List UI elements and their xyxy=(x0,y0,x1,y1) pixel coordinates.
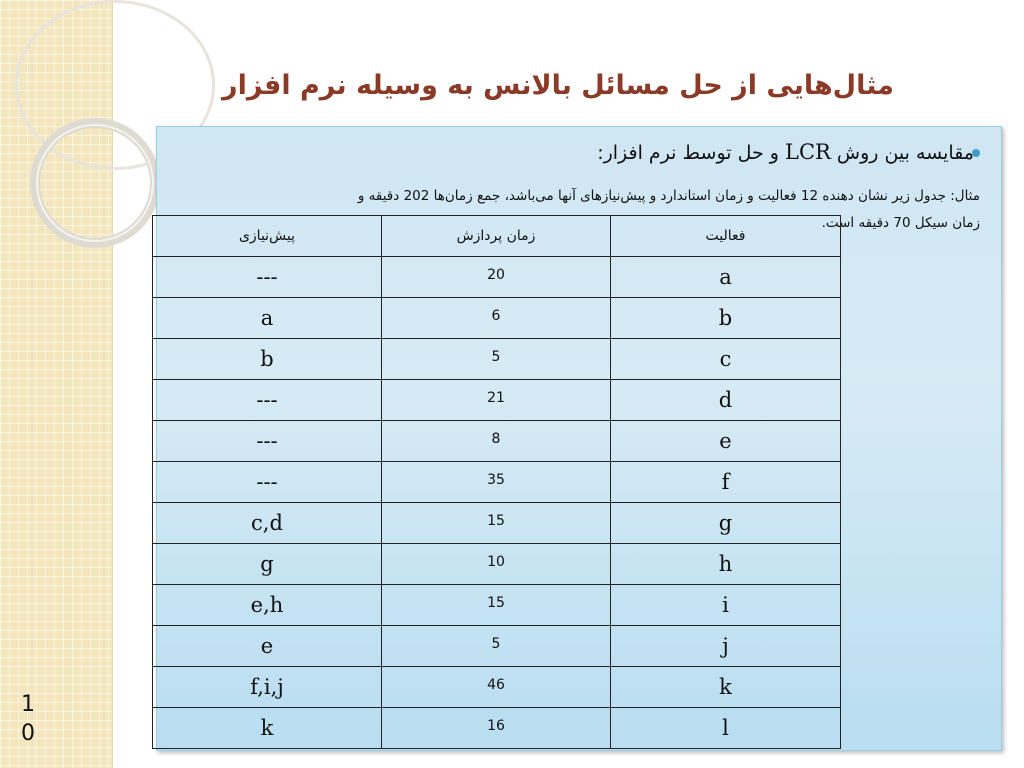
bullet-text-before: مقایسه بین روش xyxy=(836,142,974,164)
example-description: مثال: جدول زیر نشان دهنده 12 فعالیت و زمان استاندارد و پیش‌نیازهای آنها می‌باشد، جمع زمان‌ها 202 دقیقه و زمان سیکل 70 دقیقه است. xyxy=(357,188,980,231)
decorative-ring-inner xyxy=(36,124,154,242)
cell-prerequisites: c,d xyxy=(153,503,382,544)
table-row xyxy=(153,708,841,749)
header-processing-time: زمان پردازش xyxy=(382,216,611,257)
cell-processing-time: 21 xyxy=(382,380,611,421)
cell-prerequisites: e xyxy=(153,626,382,667)
cell-activity: h xyxy=(611,544,841,585)
cell-processing-time: 10 xyxy=(382,544,611,585)
cell-processing-time: 16 xyxy=(382,708,611,749)
cell-processing-time: 35 xyxy=(382,462,611,503)
cell-processing-time: 8 xyxy=(382,421,611,462)
cell-processing-time: 15 xyxy=(382,503,611,544)
table-row xyxy=(153,380,841,421)
cell-activity: b xyxy=(611,298,841,339)
cell-prerequisites: --- xyxy=(153,421,382,462)
cell-prerequisites: --- xyxy=(153,462,382,503)
cell-activity: k xyxy=(611,667,841,708)
cell-processing-time: 20 xyxy=(382,257,611,298)
cell-activity: e xyxy=(611,421,841,462)
cell-activity: g xyxy=(611,503,841,544)
page-number-digit-2: 0 xyxy=(21,721,35,746)
page-number xyxy=(18,690,38,748)
slide-title: مثال‌هایی از حل مسائل بالانس به وسیله نرم افزار xyxy=(222,70,894,101)
cell-prerequisites: --- xyxy=(153,380,382,421)
method-name: LCR xyxy=(785,140,831,164)
page-number-digit-1: 1 xyxy=(21,692,35,717)
cell-prerequisites: a xyxy=(153,298,382,339)
cell-prerequisites: f,i,j xyxy=(153,667,382,708)
table-row xyxy=(153,667,841,708)
table-row xyxy=(153,503,841,544)
cell-activity: i xyxy=(611,585,841,626)
table-row xyxy=(153,339,841,380)
activities-table xyxy=(152,215,841,749)
cell-processing-time: 5 xyxy=(382,626,611,667)
cell-prerequisites: g xyxy=(153,544,382,585)
bullet-text-after: و حل توسط نرم افزار: xyxy=(597,142,779,164)
cell-processing-time: 5 xyxy=(382,339,611,380)
header-activity: فعالیت xyxy=(611,216,841,257)
cell-activity: l xyxy=(611,708,841,749)
table-row xyxy=(153,462,841,503)
table-row xyxy=(153,257,841,298)
table-row xyxy=(153,298,841,339)
cell-activity: f xyxy=(611,462,841,503)
cell-activity: c xyxy=(611,339,841,380)
cell-prerequisites: b xyxy=(153,339,382,380)
table-row xyxy=(153,585,841,626)
table-row xyxy=(153,421,841,462)
bullet-text xyxy=(597,140,974,164)
table-row xyxy=(153,626,841,667)
cell-prerequisites: e,h xyxy=(153,585,382,626)
table-row xyxy=(153,544,841,585)
cell-activity: d xyxy=(611,380,841,421)
cell-processing-time: 15 xyxy=(382,585,611,626)
table-header-row xyxy=(153,216,841,257)
cell-activity: a xyxy=(611,257,841,298)
header-prerequisites: پیش‌نیازی xyxy=(153,216,382,257)
cell-processing-time: 46 xyxy=(382,667,611,708)
cell-processing-time: 6 xyxy=(382,298,611,339)
cell-activity: j xyxy=(611,626,841,667)
cell-prerequisites: --- xyxy=(153,257,382,298)
cell-prerequisites: k xyxy=(153,708,382,749)
